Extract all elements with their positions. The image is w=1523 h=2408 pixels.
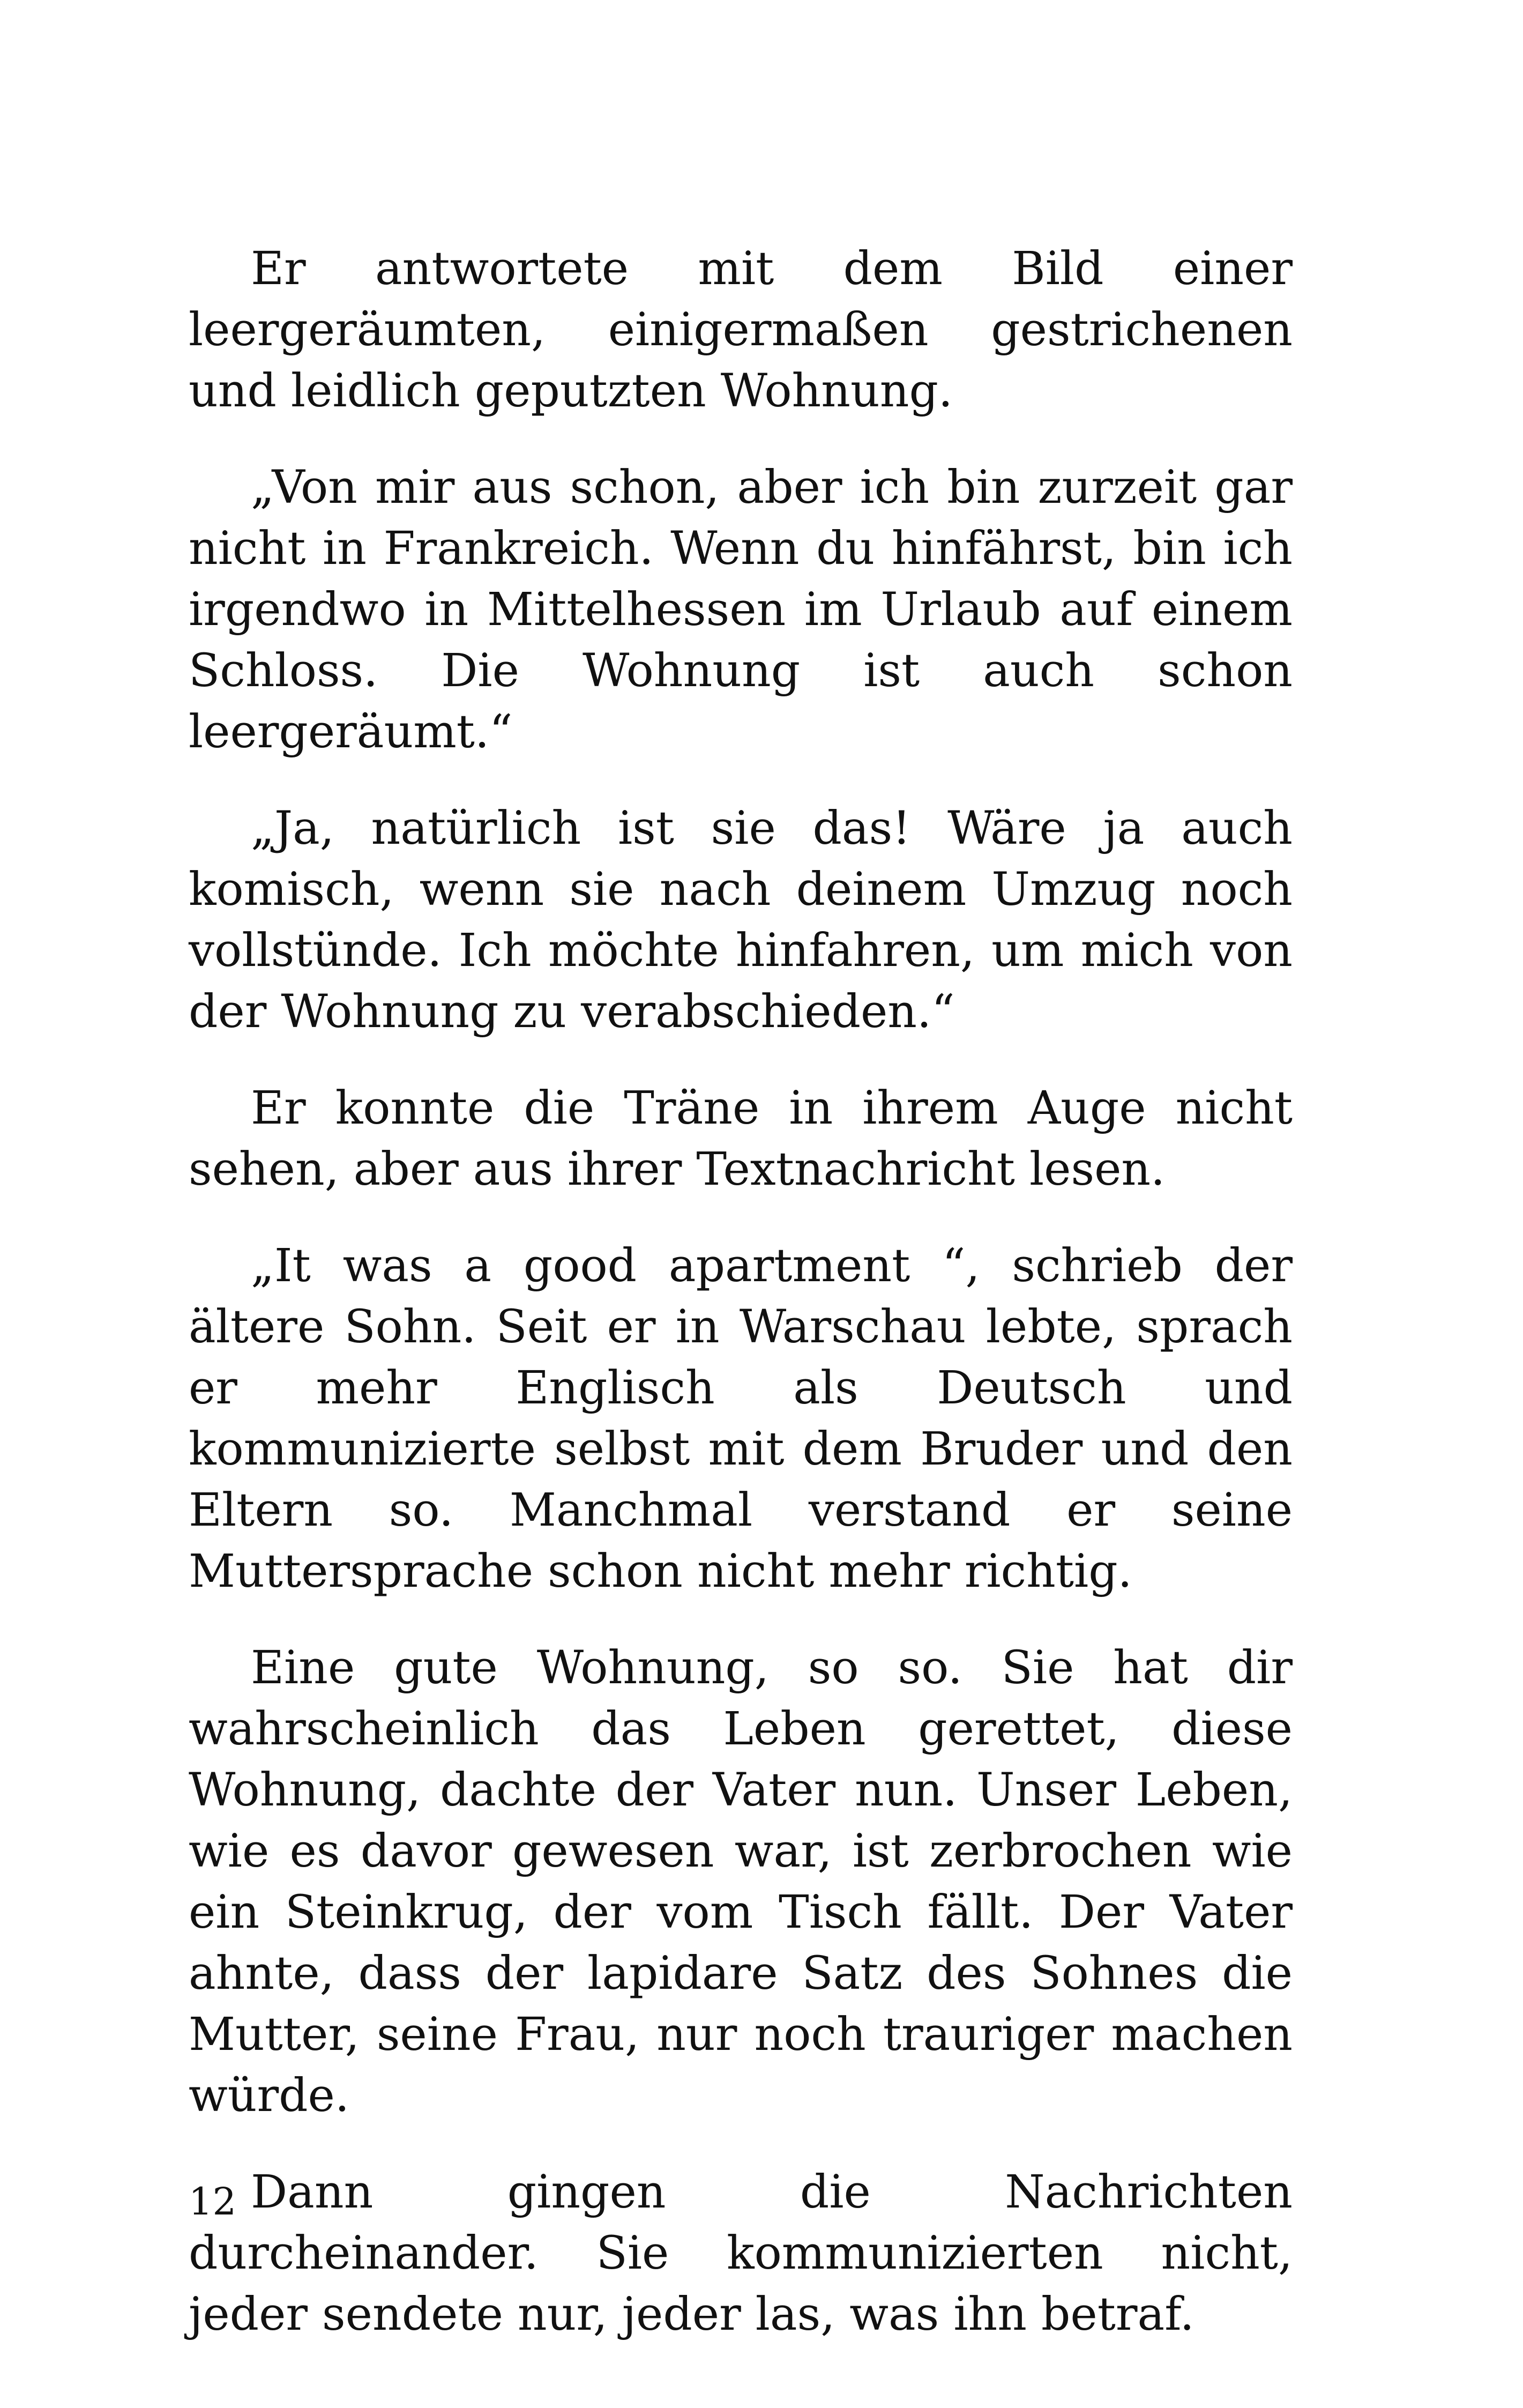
paragraph: „Von mir aus schon, aber ich bin zurzeit gar nicht in Frankreich. Wenn du hinfährst, bin ich irgendwo in Mittelhessen im Urlaub auf einem Schloss. Die Wohnung ist auch schon leergeräumt.“	[189, 461, 1293, 759]
paragraph: Dann gingen die Nachrichten durcheinander. Sie kommunizierten nicht, jeder sendete nur, jeder las, was ihn betraf.	[189, 2166, 1293, 2341]
paragraph: Er antwortete mit dem Bild einer leergeräumten, einigermaßen gestrichenen und leidlich geputzten Wohnung.	[189, 242, 1293, 418]
paragraph: Eine gute Wohnung, so so. Sie hat dir wahrscheinlich das Leben gerettet, diese Wohnung, dachte der Vater nun. Unser Leben, wie es davor gewesen war, ist zerbrochen wie ein Steinkrug, der vom Tisch fällt. Der Vater ahnte, dass der lapidare Satz des Sohnes die Mutter, seine Frau, nur noch trauriger machen würde.	[189, 1641, 1293, 2122]
paragraph: Er konnte die Träne in ihrem Auge nicht sehen, aber aus ihrer Textnachricht lesen.	[189, 1082, 1293, 1196]
paragraph: „Ja, natürlich ist sie das! Wäre ja auch komisch, wenn sie nach deinem Umzug noch vollstünde. Ich möchte hinfahren, um mich von der Wohnung zu verabschieden.“	[189, 802, 1293, 1038]
page-number: 12	[189, 2180, 237, 2224]
body-text	[189, 239, 1293, 2381]
paragraph: „It was a good apartment “, schrieb der ältere Sohn. Seit er in Warschau lebte, sprach er mehr Englisch als Deutsch und kommunizierte selbst mit dem Bruder und den Eltern so. Manchmal verstand er seine Muttersprache schon nicht mehr richtig.	[189, 1239, 1293, 1598]
